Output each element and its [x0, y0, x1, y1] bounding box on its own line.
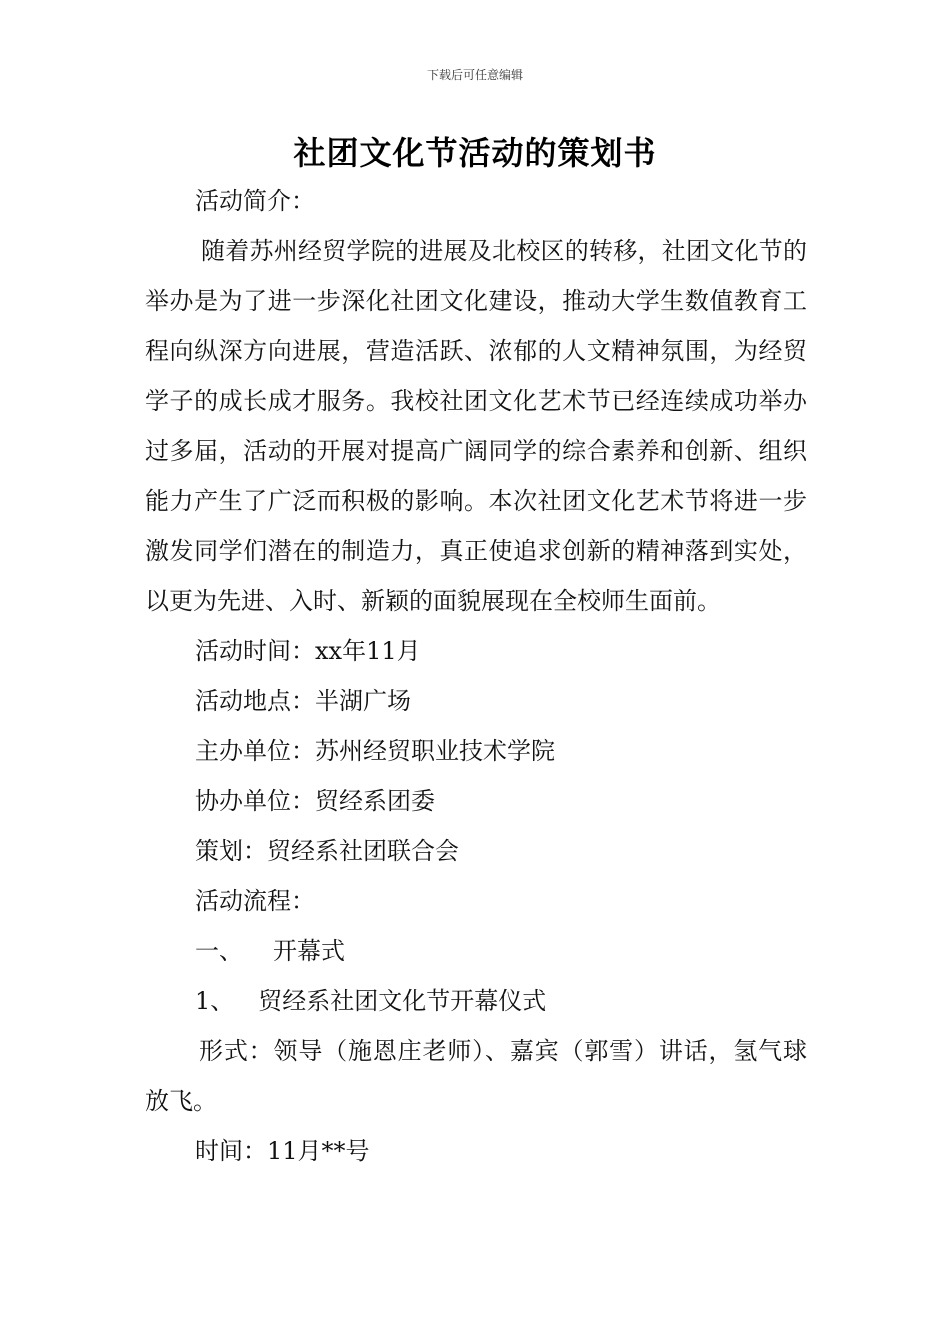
item-number: 1、 — [195, 987, 235, 1015]
intro-heading: 活动简介： — [195, 187, 315, 215]
document-title: 社团文化节活动的策划书 — [293, 134, 657, 172]
header-note: 下载后可任意编辑 — [426, 68, 523, 82]
cohost-organization: 协办单位：贸经系团委 — [195, 787, 435, 815]
host-organization: 主办单位：苏州经贸职业技术学院 — [195, 737, 555, 765]
item-title: 贸经系社团文化节开幕仪式 — [258, 987, 547, 1015]
item-heading — [145, 976, 807, 1026]
planner: 策划：贸经系社团联合会 — [195, 837, 459, 865]
activity-time: 活动时间：xx年11月 — [195, 637, 421, 665]
item-time: 时间：11月**号 — [195, 1137, 370, 1165]
activity-place: 活动地点：半湖广场 — [195, 687, 411, 715]
process-heading: 活动流程： — [195, 887, 315, 915]
document-body — [145, 176, 807, 1176]
section-heading — [145, 926, 807, 976]
section-title: 开幕式 — [273, 937, 345, 965]
section-number: 一、 — [195, 937, 243, 965]
form-paragraph: 形式：领导（施恩庄老师）、嘉宾（郭雪）讲话，氢气球放飞。 — [145, 1037, 807, 1115]
intro-paragraph: 随着苏州经贸学院的进展及北校区的转移，社团文化节的举办是为了进一步深化社团文化建设，推动大学生数值教育工程向纵深方向进展，营造活跃、浓郁的人文精神氛围，为经贸学子的成长成才服务。我校社团文化艺术节已经连续成功举办过多届，活动的开展对提高广阔同学的综合素养和创新、组织能力产生了广泛而积极的影响。本次社团文化艺术节将进一步激发同学们潜在的制造力，真正使追求创新的精神落到实处，以更为先进、入时、新颖的面貌展现在全校师生面前。 — [145, 237, 807, 615]
